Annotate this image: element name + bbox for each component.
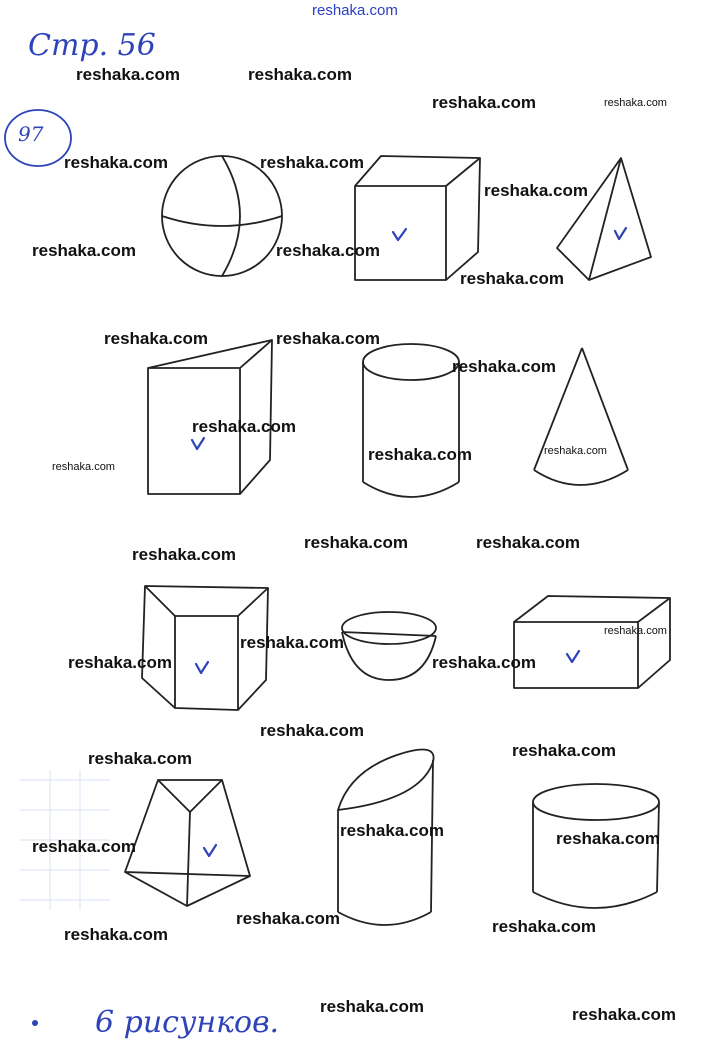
task-number: 97 <box>18 122 44 146</box>
watermark: reshaka.com <box>432 93 536 112</box>
sphere-icon <box>162 156 282 276</box>
cube-icon <box>355 156 480 280</box>
truncated-pyramid-icon <box>125 780 250 906</box>
pyramid-icon <box>557 158 651 280</box>
rectangular-box-icon <box>514 596 670 688</box>
answer-text: 6 рисунков. <box>95 1005 280 1040</box>
watermark: reshaka.com <box>236 909 340 928</box>
watermark: reshaka.com <box>276 241 380 260</box>
watermark: reshaka.com <box>492 917 596 936</box>
site-link[interactable]: reshaka.com <box>312 2 398 19</box>
watermark: reshaka.com <box>260 153 364 172</box>
watermark: reshaka.com <box>320 997 424 1016</box>
watermark: reshaka.com <box>368 445 472 464</box>
watermark: reshaka.com <box>512 741 616 760</box>
watermark: reshaka.com <box>64 925 168 944</box>
watermark: reshaka.com <box>76 65 180 84</box>
watermark: reshaka.com <box>484 181 588 200</box>
watermark: reshaka.com <box>452 357 556 376</box>
watermark: reshaka.com <box>192 417 296 436</box>
watermark: reshaka.com <box>240 633 344 652</box>
page-header: Стр. 56 <box>28 28 156 63</box>
cylinder-icon <box>363 344 459 497</box>
bullet-dot <box>32 1020 38 1026</box>
hemisphere-icon <box>342 612 436 680</box>
watermark: reshaka.com <box>104 329 208 348</box>
watermark: reshaka.com <box>432 653 536 672</box>
watermark: reshaka.com <box>32 241 136 260</box>
watermark: reshaka.com <box>64 153 168 172</box>
watermark: reshaka.com <box>52 461 115 473</box>
watermark: reshaka.com <box>132 545 236 564</box>
watermark: reshaka.com <box>556 829 660 848</box>
watermark: reshaka.com <box>276 329 380 348</box>
watermark: reshaka.com <box>248 65 352 84</box>
watermark: reshaka.com <box>460 269 564 288</box>
watermark: reshaka.com <box>88 749 192 768</box>
watermark: reshaka.com <box>340 821 444 840</box>
watermark: reshaka.com <box>68 653 172 672</box>
watermark: reshaka.com <box>604 97 667 109</box>
watermark: reshaka.com <box>604 625 667 637</box>
watermark: reshaka.com <box>304 533 408 552</box>
watermark: reshaka.com <box>476 533 580 552</box>
watermark: reshaka.com <box>32 837 136 856</box>
watermark: reshaka.com <box>544 445 607 457</box>
watermark: reshaka.com <box>572 1005 676 1024</box>
watermark: reshaka.com <box>260 721 364 740</box>
